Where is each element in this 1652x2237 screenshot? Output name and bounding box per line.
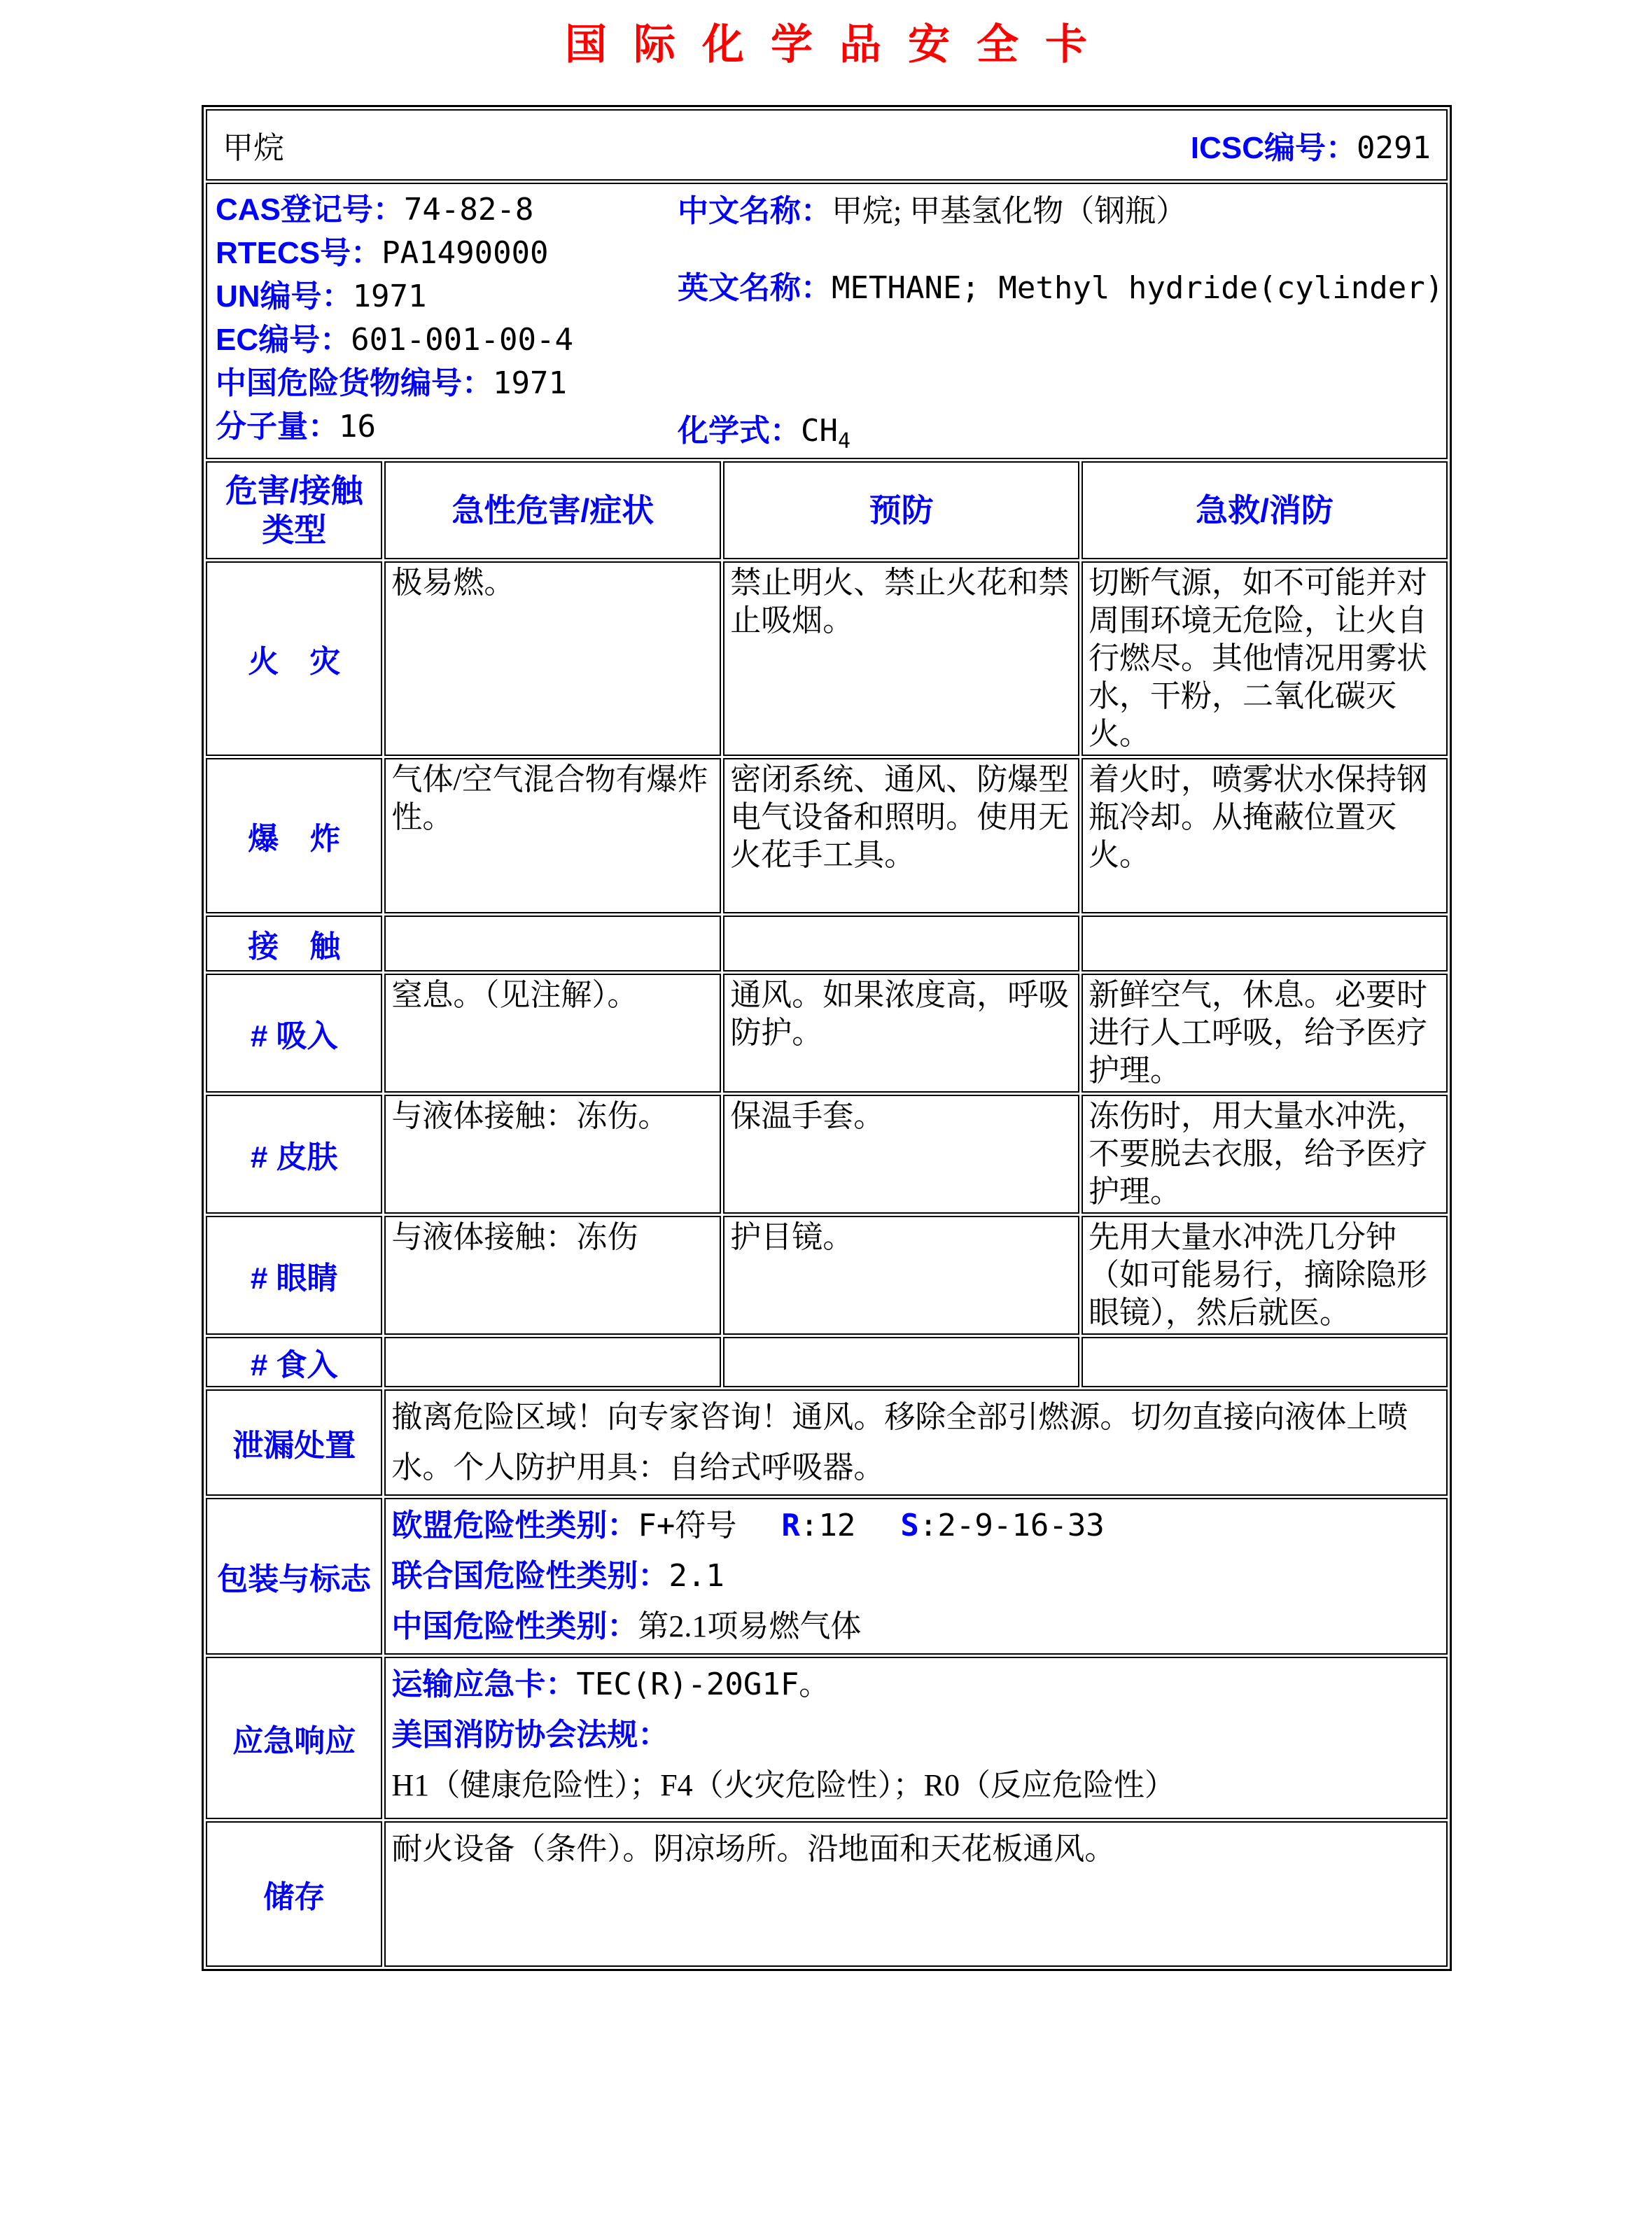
nfpa-line: 美国消防协会法规：H1（健康危险性）；F4（火灾危险性）；R0（反应危险性） [391,1718,1176,1802]
china-classification-line: 中国危险性类别：第2.1项易燃气体 [391,1609,862,1643]
table-row-packaging [206,1498,1448,1655]
chemical-name: 甲烷 [223,131,284,165]
icsc-card-table [202,105,1452,1971]
name-cell [206,109,1448,181]
first-aid-cell: 着火时，喷雾状水保持钢瓶冷却。从掩蔽位置灭火。 [1082,758,1448,913]
row-label-exposure: 接 触 [206,916,382,972]
symptoms-cell: 极易燃。 [384,561,721,756]
prevention-cell: 密闭系统、通风、防爆型电气设备和照明。使用无火花手工具。 [723,758,1079,913]
prevention-cell: 禁止明火、禁止火花和禁止吸烟。 [723,561,1079,756]
row-label-emergency: 应急响应 [206,1657,382,1819]
first-aid-cell [1082,916,1448,972]
row-label-explosion: 爆 炸 [206,758,382,913]
storage-cell: 耐火设备（条件）。阴凉场所。沿地面和天花板通风。 [384,1821,1448,1967]
row-label-storage: 储存 [206,1821,382,1967]
table-row-identification [206,183,1448,459]
table-row-exposure [206,916,1448,972]
table-header-row [206,461,1448,559]
row-label-spillage: 泄漏处置 [206,1389,382,1496]
table-row-inhalation [206,974,1448,1093]
molecular-weight: 分子量：16 [216,409,376,444]
rtecs-number: RTECS号：PA1490000 [216,235,549,271]
prevention-cell: 通风。如果浓度高，呼吸防护。 [723,974,1079,1093]
packaging-cell [384,1498,1448,1655]
symptoms-cell: 窒息。（见注解）。 [384,974,721,1093]
row-label-ingestion: # 食入 [206,1337,382,1387]
transport-emergency-card-line: 运输应急卡：TEC(R)-20G1F。 [391,1667,830,1702]
icsc-number [1191,122,1431,167]
symptoms-cell [384,1337,721,1387]
ec-number: EC编号：601-001-00-4 [216,322,574,358]
header-prevention: 预防 [723,461,1079,559]
row-label-packaging: 包装与标志 [206,1498,382,1655]
table-row-eyes [206,1216,1448,1335]
prevention-cell: 保温手套。 [723,1095,1079,1214]
eu-classification-line: 欧盟危险性类别：F+符号 R:12 S:2-9-16-33 [391,1508,1105,1543]
symptoms-cell [384,916,721,972]
chemical-formula: 化学式：$CH_4$ [678,413,851,454]
cas-number: CAS登记号：74-82-8 [216,192,534,227]
header-first-aid: 急救/消防 [1082,461,1448,559]
emergency-cell [384,1657,1448,1819]
first-aid-cell: 新鲜空气，休息。必要时进行人工呼吸，给予医疗护理。 [1082,974,1448,1093]
table-row-emergency [206,1657,1448,1819]
identification-cell [206,183,1448,459]
symptoms-cell: 与液体接触：冻伤。 [384,1095,721,1214]
header-acute-hazards: 急性危害/症状 [384,461,721,559]
table-row-name [206,109,1448,181]
table-row-skin [206,1095,1448,1214]
table-row-explosion [206,758,1448,913]
table-row-fire [206,561,1448,756]
prevention-cell [723,916,1079,972]
header-hazard-type: 危害/接触 类型 [206,461,382,559]
prevention-cell [723,1337,1079,1387]
row-label-eyes: # 眼睛 [206,1216,382,1335]
china-dangerous-goods-number: 中国危险货物编号：1971 [216,365,567,401]
un-classification-line: 联合国危险性类别：2.1 [391,1558,724,1594]
first-aid-cell [1082,1337,1448,1387]
icsc-number-value: 0291 [1357,130,1431,166]
spillage-cell: 撤离危险区域！向专家咨询！通风。移除全部引燃源。切勿直接向液体上喷水。个人防护用具：自给式呼吸器。 [384,1389,1448,1496]
symptoms-cell: 气体/空气混合物有爆炸性。 [384,758,721,913]
first-aid-cell: 切断气源，如不可能并对周围环境无危险，让火自行燃尽。其他情况用雾状水，干粉，二氧化碳灭火。 [1082,561,1448,756]
table-row-storage [206,1821,1448,1967]
row-label-inhalation: # 吸入 [206,974,382,1093]
english-name: 英文名称：METHANE; Methyl hydride(cylinder) [678,270,1444,306]
un-number: UN编号：1971 [216,279,427,314]
icsc-number-label: ICSC编号： [1190,131,1357,165]
first-aid-cell: 先用大量水冲洗几分钟（如可能易行，摘除隐形眼镜），然后就医。 [1082,1216,1448,1335]
prevention-cell: 护目镜。 [723,1216,1079,1335]
row-label-fire: 火 灾 [206,561,382,756]
page-title: 国际化学品安全卡 [565,21,1114,68]
symptoms-cell: 与液体接触：冻伤 [384,1216,721,1335]
chinese-name: 中文名称：甲烷; 甲基氢化物（钢瓶） [678,194,1187,228]
first-aid-cell: 冻伤时，用大量水冲洗，不要脱去衣服，给予医疗护理。 [1082,1095,1448,1214]
table-row-ingestion [206,1337,1448,1387]
row-label-skin: # 皮肤 [206,1095,382,1214]
table-row-spillage [206,1389,1448,1496]
